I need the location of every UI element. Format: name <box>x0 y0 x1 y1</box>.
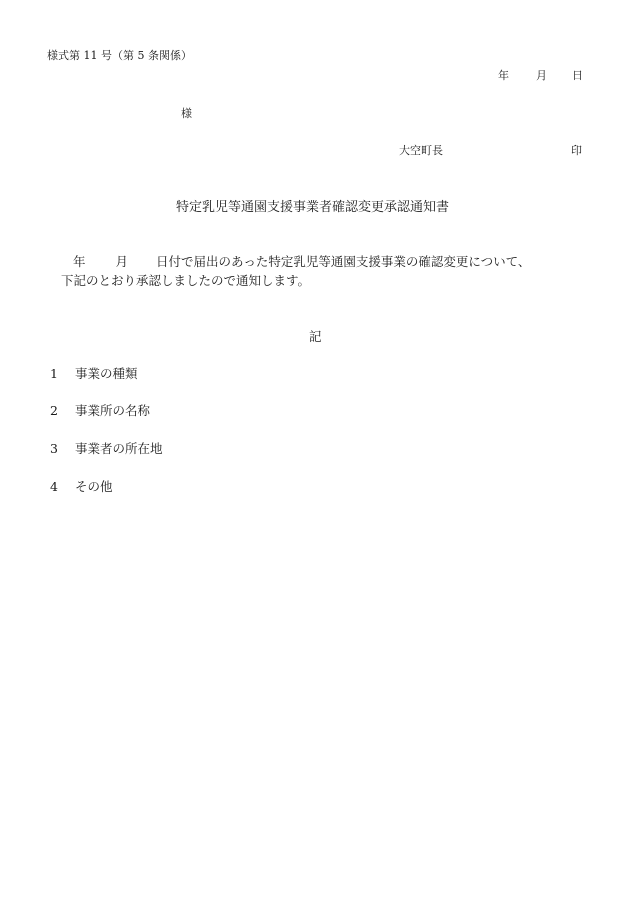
seal-mark: 印 <box>571 144 582 157</box>
item-number: 4 <box>50 479 58 494</box>
form-number: 様式第 11 号（第 5 条関係） <box>47 49 192 62</box>
date-day-label: 日 <box>572 69 583 82</box>
issuer-name: 大空町長 <box>399 144 443 157</box>
body-line-2: 下記のとおり承認しましたので通知します。 <box>61 273 311 288</box>
addressee-suffix: 様 <box>181 107 192 120</box>
ki-heading: 記 <box>309 329 322 344</box>
body-year-label: 年 <box>73 254 86 269</box>
body-line-1-rest: 日付で届出のあった特定乳児等通園支援事業の確認変更について、 <box>156 254 531 269</box>
body-line-1 <box>73 256 530 269</box>
item-label: その他 <box>74 479 113 494</box>
document-title: 特定乳児等通園支援事業者確認変更承認通知書 <box>176 200 450 215</box>
item-label: 事業者の所在地 <box>74 441 163 456</box>
list-item <box>50 443 162 456</box>
item-number: 1 <box>50 366 58 381</box>
item-label: 事業の種類 <box>74 366 138 381</box>
list-item <box>50 368 137 381</box>
body-month-label: 月 <box>115 254 129 269</box>
item-number: 3 <box>50 441 58 456</box>
date-month-label: 月 <box>536 69 547 82</box>
item-label: 事業所の名称 <box>74 403 150 418</box>
list-item <box>50 405 150 418</box>
item-number: 2 <box>50 403 58 418</box>
list-item <box>50 481 112 494</box>
date-year-label: 年 <box>498 69 509 82</box>
